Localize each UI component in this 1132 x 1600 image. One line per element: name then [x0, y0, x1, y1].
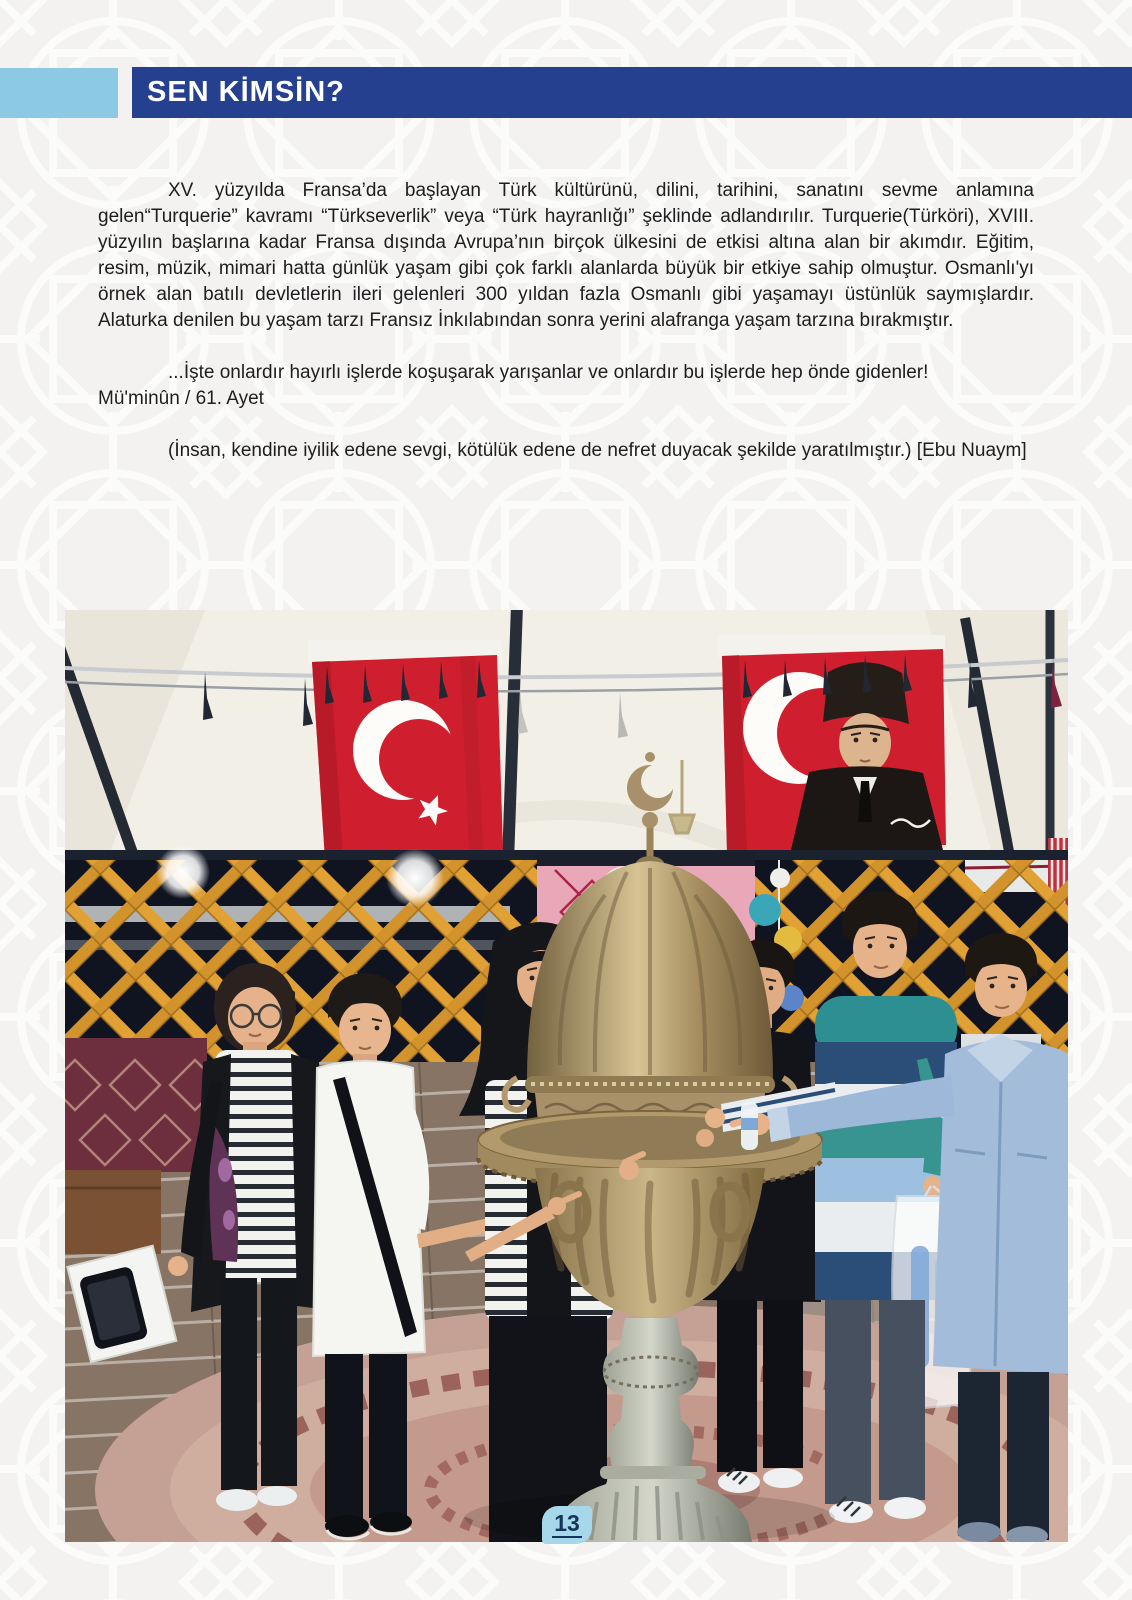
page-number-badge: [542, 1506, 592, 1544]
ayet-text: ...İşte onlardır hayırlı işlerde koşuşarak yarışanlar ve onlardır bu işlerde hep önde gidenler!: [168, 362, 929, 383]
paragraph-turquerie: XV. yüzyılda Fransa’da başlayan Türk kültürünü, dilini, tarihini, sanatını sevme anlamına gelen“Turquerie” kavramı “Türkseverlik” veya “Türk hayranlığı” şeklinde adlandırılır. Turquerie(Türköri), XVIII. yüzyılın başlarına kadar Fransa dışında Avrupa’nın birçok ülkesini de etkisi altına alan bir akımdır. Eğitim, resim, müzik, mimari hatta günlük yaşam gibi çok farklı alanlarda büyük bir etkiye sahip olmuştur. Osmanlı'yı örnek alan batılı devletlerin ileri gelenleri 300 yıldan fazla Osmanlı gibi yaşamayı üstünlük saymışlardır. Alaturka denilen bu yaşam tarzı Fransız İnkılabından sonra yerini alafranga yaşam tarzına bırakmıştır.: [98, 180, 1034, 331]
header-bar: [132, 67, 1132, 118]
paragraph-hadith: (İnsan, kendine iyilik edene sevgi, kötülük edene de nefret duyacak şekilde yaratılmıştır.) [Ebu Nuaym]: [168, 440, 1027, 461]
ayet-source: Mü'minûn / 61. Ayet: [98, 388, 264, 409]
page-title: SEN KİMSİN?: [147, 76, 345, 108]
article: [98, 178, 1034, 490]
header-accent-square: [0, 68, 118, 118]
turkish-flag: [308, 640, 503, 859]
page-number: 13: [554, 1510, 580, 1536]
photo-illustration: [65, 610, 1068, 1542]
paragraph-ayet: [98, 360, 1034, 412]
photo-yurt-group: [65, 610, 1068, 1542]
